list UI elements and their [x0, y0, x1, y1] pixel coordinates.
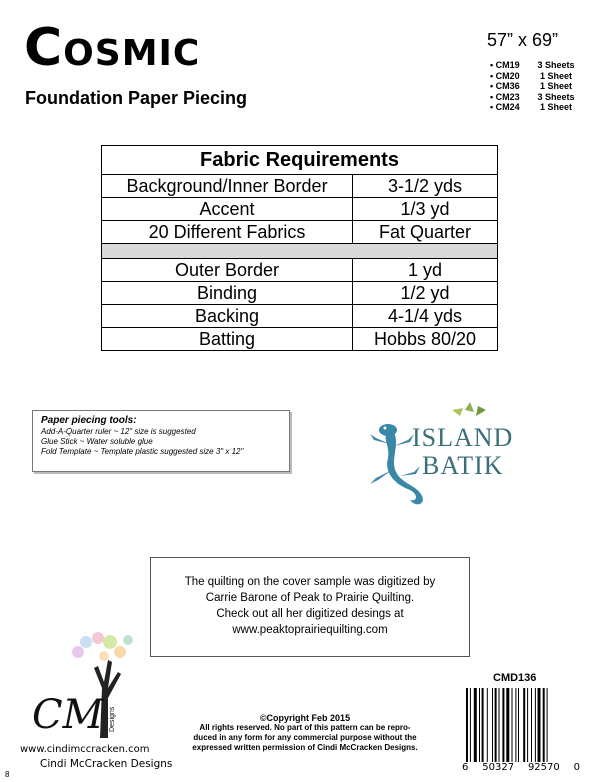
brand-name: Cindi McCracken Designs [40, 758, 173, 770]
notice-line: Check out all her digitized desings at [216, 608, 404, 620]
barcode-digits: 6 50327 92570 0 [462, 762, 580, 773]
tools-line: Fold Template ~ Template plastic suggested size 3" x 12" [41, 447, 244, 456]
sheet-item: • CM19 3 Sheets [490, 60, 575, 70]
table-row: 20 Different Fabrics Fat Quarter [102, 221, 498, 244]
tools-line: Add-A-Quarter ruler ~ 12" size is suggested [41, 427, 196, 436]
batik-word: BATIK [422, 451, 504, 480]
table-heading: Fabric Requirements [102, 146, 498, 175]
copyright-notice: ©Copyright Feb 2015 All rights reserved. No part of this pattern can be repro- duced in any form for any commercial purpose without the expressed written permission of Cindi McCracken Designs. [192, 713, 418, 752]
island-batik-logo [360, 400, 530, 510]
table-row: Accent 1/3 yd [102, 198, 498, 221]
brand-website: www.cindimccracken.com [20, 744, 150, 755]
digitized-notice [150, 557, 470, 657]
leaf-icon [452, 402, 486, 416]
table-row: Batting Hobbs 80/20 [102, 328, 498, 351]
table-row: Background/Inner Border 3-1/2 yds [102, 175, 498, 198]
barcode-icon [462, 688, 580, 764]
cm-monogram: CM [32, 692, 104, 738]
sheet-item: • CM20 1 Sheet [490, 70, 573, 81]
sheet-item: • CM23 3 Sheets [490, 91, 575, 102]
notice-line: The quilting on the cover sample was digitized by [184, 576, 436, 588]
pattern-subtitle: Foundation Paper Piecing [25, 88, 248, 108]
sheet-item: • CM24 1 Sheet [490, 102, 573, 112]
sheet-item: • CM36 1 Sheet [490, 81, 573, 91]
quilt-size: 57” x 69” [487, 30, 559, 50]
tools-line: Glue Stick ~ Water soluble glue [41, 437, 153, 446]
table-row: Binding 1/2 yd [102, 282, 498, 305]
page-number: 8 [5, 770, 10, 779]
notice-line: www.peaktoprairiequilting.com [232, 624, 388, 636]
tools-box [32, 410, 290, 472]
fabric-requirements-table [101, 145, 498, 351]
tools-heading: Paper piecing tools: [41, 415, 137, 426]
product-code: CMD136 [493, 672, 537, 684]
island-word: ISLAND [412, 423, 514, 452]
pattern-title: Cosmic [24, 18, 201, 78]
sheet-list [490, 60, 575, 113]
cm-designs-logo [28, 628, 152, 748]
table-divider-row [102, 244, 498, 259]
table-row: Outer Border 1 yd [102, 259, 498, 282]
notice-line: Carrie Barone of Peak to Prairie Quilting. [205, 592, 415, 604]
designs-word: Designs [109, 706, 116, 732]
table-row: Backing 4-1/4 yds [102, 305, 498, 328]
